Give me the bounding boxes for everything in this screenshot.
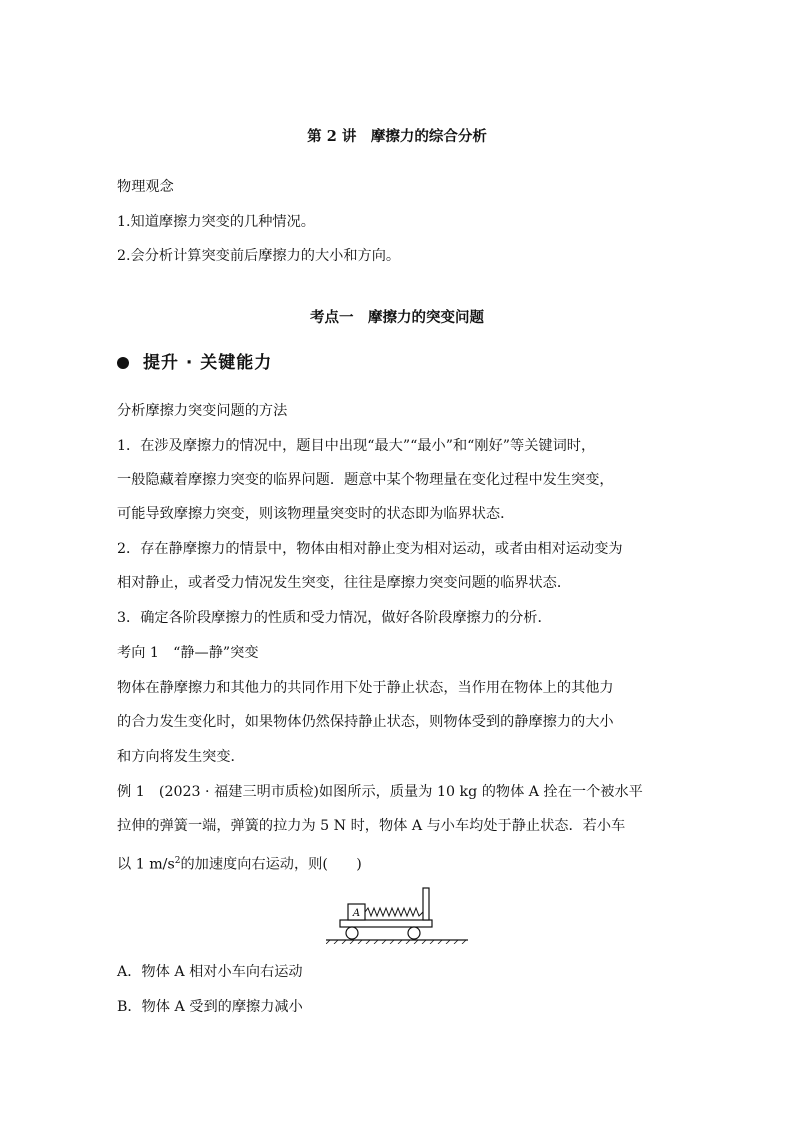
key-ability-heading [117, 352, 272, 374]
direction-line: 和方向将发生突变． [117, 749, 245, 765]
page-title: 第 2 讲 摩擦力的综合分析 [307, 128, 487, 145]
objective-item: 2.会分析计算突变前后摩擦力的大小和方向。 [117, 248, 401, 264]
bullet-icon [117, 357, 129, 369]
cart-body [340, 920, 432, 927]
cart-wall [423, 888, 429, 920]
example-line: 例 1 (2023 · 福建三明市质检)如图所示，质量为 10 kg 的物体 A 拴在一个被水平 [117, 784, 643, 800]
direction-line: 物体在静摩擦力和其他力的共同作用下处于静止状态，当作用在物体上的其他力 [117, 680, 614, 696]
direction-heading: 考向 1 “静—静”突变 [117, 645, 259, 661]
method-heading: 分析摩擦力突变问题的方法 [117, 403, 288, 419]
cart-wheel [408, 927, 420, 939]
objectives-heading: 物理观念 [117, 179, 174, 195]
cart-spring-figure [326, 884, 468, 944]
direction-line: 的合力发生变化时，如果物体仍然保持静止状态，则物体受到的静摩擦力的大小 [117, 714, 614, 730]
block-a-label: A [352, 908, 361, 919]
option-a: A．物体 A 相对小车向右运动 [117, 964, 303, 980]
option-b: B．物体 A 受到的摩擦力减小 [117, 999, 303, 1015]
method-line: 可能导致摩擦力突变，则该物理量突变时的状态即为临界状态． [117, 506, 515, 522]
section-title: 考点一 摩擦力的突变问题 [310, 309, 484, 326]
example-line: 拉伸的弹簧一端，弹簧的拉力为 5 N 时，物体 A 与小车均处于静止状态．若小车 [117, 818, 626, 834]
method-line: 3．确定各阶段摩擦力的性质和受力情况，做好各阶段摩擦力的分析． [117, 610, 552, 626]
method-line: 2．存在静摩擦力的情景中，物体由相对静止变为相对运动，或者由相对运动变为 [117, 541, 623, 557]
key-ability-label: 提升 · 关键能力 [143, 353, 273, 373]
example-line3-post: 的加速度向右运动，则( ) [180, 856, 362, 873]
method-line: 一般隐藏着摩擦力突变的临界问题．题意中某个物理量在变化过程中发生突变， [117, 472, 614, 488]
example-line [117, 851, 362, 875]
cart-wheel [346, 927, 358, 939]
superscript: 2 [174, 856, 181, 866]
objective-item: 1.知道摩擦力突变的几种情况。 [117, 214, 315, 230]
method-line: 相对静止，或者受力情况发生突变，往往是摩擦力突变问题的临界状态． [117, 575, 572, 591]
spring [365, 908, 423, 916]
method-line: 1．在涉及摩擦力的情况中，题目中出现“最大”“最小”和“刚好”等关键词时， [117, 438, 596, 454]
example-line3-pre: 以 1 m/s [117, 856, 175, 873]
